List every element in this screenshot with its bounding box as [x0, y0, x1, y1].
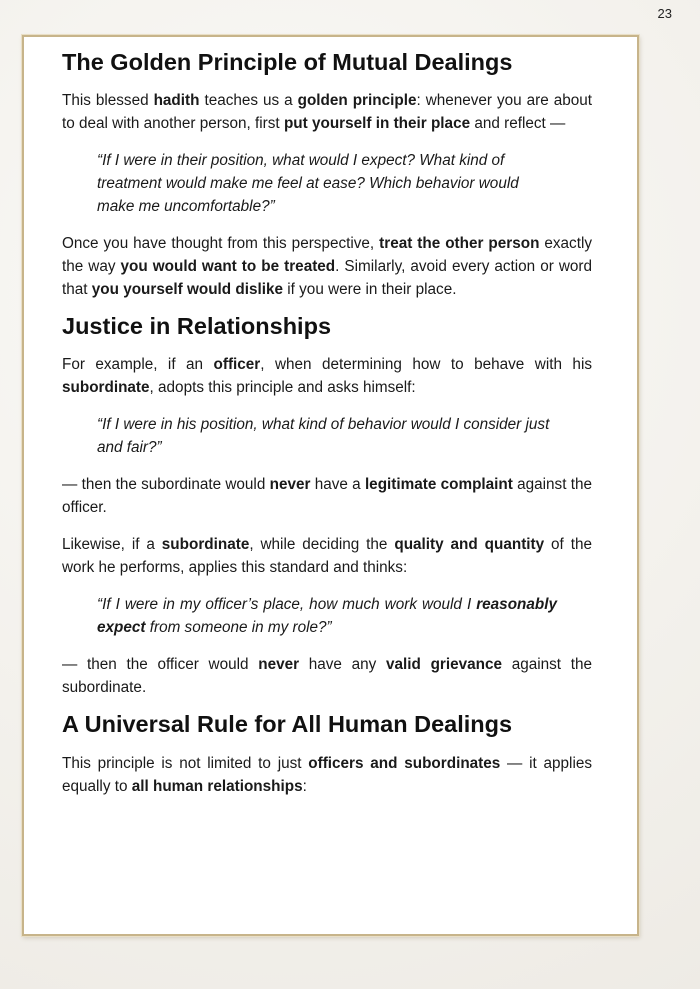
paragraph-golden-principle-intro: This blessed hadith teaches us a golden principle: whenever you are about to deal with another person, first put yourself in their place and reflect — [62, 92, 592, 133]
paragraph-no-complaint: — then the subordinate would never have a legitimate complaint against the officer. [62, 476, 592, 517]
page-number: 23 [657, 6, 672, 21]
quote-officers-place: “If I were in my officer’s place, how much work would I reasonably expect from someone in my role?” [97, 596, 557, 637]
heading-universal-rule: A Universal Rule for All Human Dealings [62, 711, 513, 738]
paragraph-treat-others: Once you have thought from this perspective, treat the other person exactly the way you would want to be treated. Similarly, avoid every action or word that you yourself would dislike if you were in their place. [62, 235, 593, 299]
heading-golden-principle: The Golden Principle of Mutual Dealings [62, 49, 513, 75]
quote-his-position: “If I were in his position, what kind of behavior would I consider just and fair?” [97, 416, 550, 457]
paragraph-subordinate-example: Likewise, if a subordinate, while deciding the quality and quantity of the work he performs, applies this standard and thinks: [62, 536, 592, 577]
quote-their-position: “If I were in their position, what would I expect? What kind of treatment would make me feel at ease? Which behavior would make me uncomfortable?” [97, 152, 519, 216]
paragraph-no-grievance: — then the officer would never have any valid grievance against the subordinate. [62, 656, 593, 697]
paragraph-officer-example: For example, if an officer, when determining how to behave with his subordinate, adopts this principle and asks himself: [62, 356, 592, 397]
heading-justice-in-relationships: Justice in Relationships [62, 313, 332, 340]
page-content [62, 48, 592, 798]
paragraph-all-relationships: This principle is not limited to just officers and subordinates — it applies equally to all human relationships: [62, 754, 592, 795]
